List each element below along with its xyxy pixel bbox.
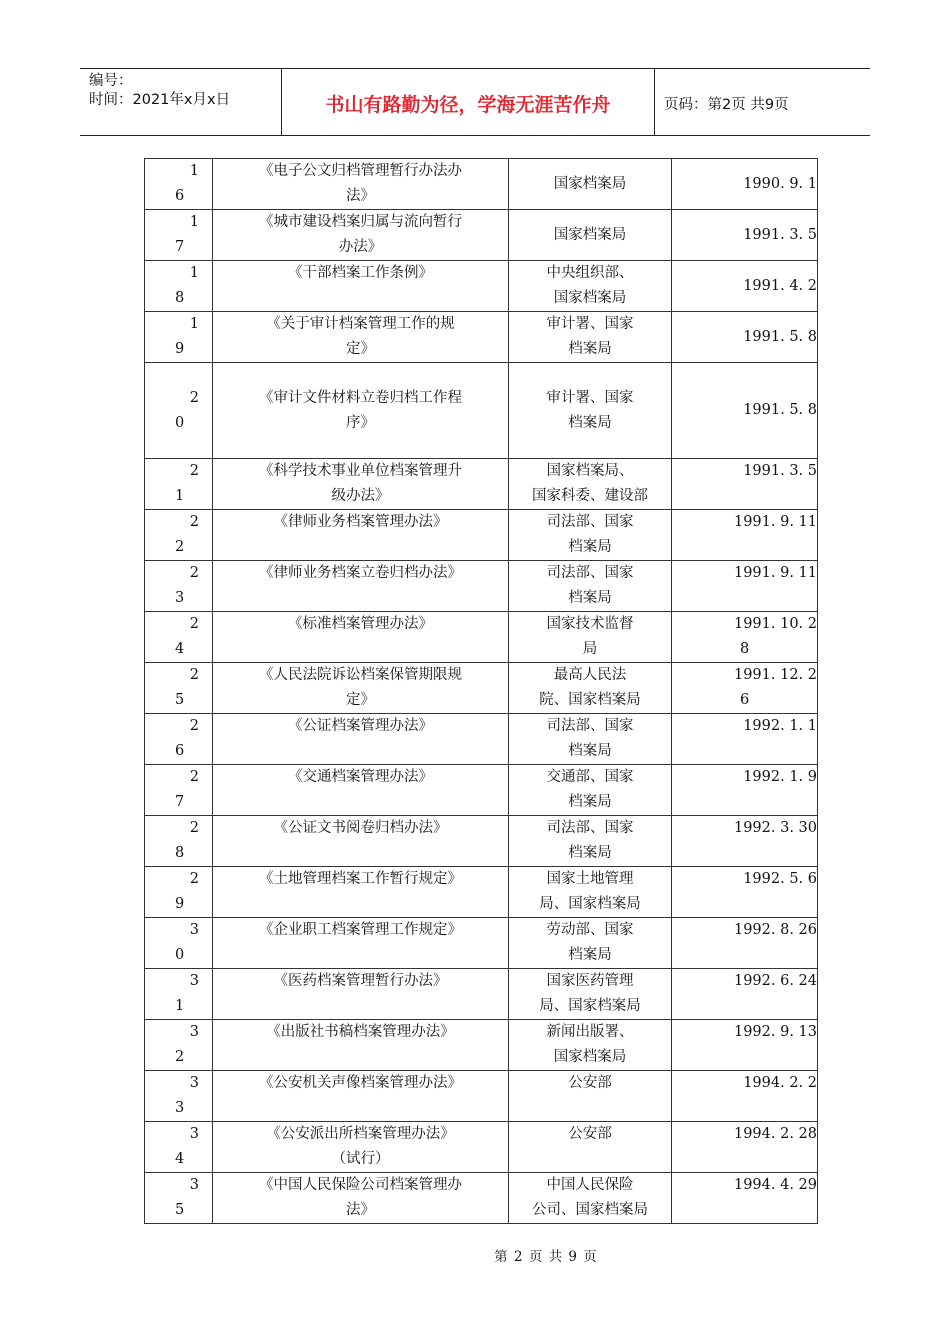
issuing-authority [509,663,672,714]
document-title [213,363,509,459]
issue-date-line: 1991. 3. 5 [743,226,817,243]
row-number-digit: 6 [175,743,185,759]
row-number [145,1173,213,1224]
document-title [213,663,509,714]
issuing-authority [509,210,672,261]
document-title [213,612,509,663]
issue-date [672,312,818,363]
document-title [213,765,509,816]
row-number [145,867,213,918]
table-row [145,159,818,210]
document-title [213,459,509,510]
issue-date-line: 1994. 2. 2 [743,1075,817,1091]
issue-date-line: 8 [740,641,750,657]
issuing-authority-line: 司法部、国家 [546,514,634,530]
table-row [145,867,818,918]
issue-date-line: 1994. 2. 28 [733,1126,817,1142]
row-number-digit: 7 [175,239,185,255]
row-number-digit: 3 [189,1126,199,1142]
header-meta [80,69,282,135]
issuing-authority [509,1071,672,1122]
issue-date-line: 6 [740,692,750,708]
table-row [145,510,818,561]
document-title-line: 序》 [346,414,375,431]
row-number [145,918,213,969]
document-title-line: 《交通档案管理办法》 [288,769,433,785]
issuing-authority-line: 劳动部、国家 [546,922,634,938]
issue-date-line: 1992. 3. 30 [733,820,817,836]
row-number-digit: 8 [175,290,185,306]
table-row [145,312,818,363]
document-title-line: 《律师业务档案立卷归档办法》 [259,565,462,581]
issuing-authority [509,969,672,1020]
issuing-authority-line: 国家科委、建设部 [532,488,648,504]
issue-date-line: 1992. 1. 9 [743,769,817,785]
document-title [213,1122,509,1173]
issuing-authority-line: 档案局 [568,947,612,963]
row-number-digit: 9 [175,896,185,912]
issuing-authority [509,510,672,561]
issue-date-line: 1991. 5. 8 [743,328,817,345]
issue-date [672,1071,818,1122]
table-row [145,918,818,969]
issue-date [672,459,818,510]
issuing-authority-line: 审计署、国家 [546,316,634,332]
row-number [145,969,213,1020]
issuing-authority-line: 国家土地管理 [546,871,634,887]
document-title-line: 《公证档案管理办法》 [288,718,433,734]
document-title-line: 法》 [346,1202,375,1218]
row-number-digit: 1 [189,163,199,179]
row-number-digit: 1 [189,265,199,281]
header-motto: 书山有路勤为径，学海无涯苦作舟 [282,69,655,135]
row-number [145,714,213,765]
table-row [145,1122,818,1173]
document-title [213,210,509,261]
row-number-digit: 3 [189,973,199,989]
issuing-authority-line: 国家技术监督 [546,616,634,632]
row-number-digit: 3 [189,1177,199,1193]
issue-date-line: 1992. 6. 24 [733,973,817,989]
issue-date [672,1020,818,1071]
document-title [213,561,509,612]
document-title-line: 《企业职工档案管理工作规定》 [259,922,462,938]
issuing-authority-line: 公安部 [568,1126,612,1142]
issue-date-line: 1992. 8. 26 [733,922,817,938]
issuing-authority-line: 司法部、国家 [546,820,634,836]
row-number [145,510,213,561]
issue-date-line: 1990. 9. 1 [743,175,817,192]
row-number [145,1020,213,1071]
issuing-authority [509,159,672,210]
document-title [213,816,509,867]
issuing-authority-line: 中国人民保险 [546,1177,634,1193]
row-number-digit: 3 [189,922,199,938]
document-title [213,510,509,561]
row-number [145,210,213,261]
issuing-authority [509,714,672,765]
document-title-line: 《土地管理档案工作暂行规定》 [259,871,462,887]
document-title-line: 《标准档案管理办法》 [288,616,433,632]
issuing-authority [509,312,672,363]
issuing-authority-line: 新闻出版署、 [546,1024,634,1040]
row-number-digit: 3 [175,1100,185,1116]
row-number-digit: 1 [189,316,199,332]
issuing-authority [509,816,672,867]
issuing-authority-line: 档案局 [568,845,612,861]
issuing-authority-line: 档案局 [568,590,612,606]
row-number-digit: 2 [189,565,199,581]
document-title-line: （试行） [331,1151,390,1167]
row-number-digit: 2 [189,514,199,530]
issue-date [672,210,818,261]
document-title-line: 《电子公文归档管理暂行办法办 [259,163,462,179]
issue-date [672,510,818,561]
table-row [145,765,818,816]
issuing-authority-line: 档案局 [568,341,612,357]
document-title-line: 《中国人民保险公司档案管理办 [259,1177,462,1193]
issue-date [672,561,818,612]
issuing-authority [509,612,672,663]
row-number [145,363,213,459]
issuing-authority-line: 局、国家档案局 [539,896,641,912]
row-number [145,765,213,816]
issuing-authority-line: 国家档案局 [553,175,627,192]
document-title [213,261,509,312]
issuing-authority-line: 公司、国家档案局 [532,1202,648,1218]
row-number [145,1071,213,1122]
issuing-authority [509,363,672,459]
row-number [145,459,213,510]
document-title-line: 《城市建设档案归属与流向暂行 [259,214,462,230]
issue-date-line: 1992. 1. 1 [743,718,817,734]
document-title-line: 级办法》 [331,488,390,504]
row-number-digit: 3 [175,590,185,606]
table-row [145,714,818,765]
row-number-digit: 3 [189,1024,199,1040]
row-number-digit: 2 [175,1049,185,1065]
document-title-line: 法》 [346,188,375,204]
issuing-authority [509,918,672,969]
row-number-digit: 4 [175,1151,185,1167]
table-row [145,459,818,510]
issuing-authority-line: 局、国家档案局 [539,998,641,1014]
document-title [213,714,509,765]
table-row [145,261,818,312]
row-number-digit: 8 [175,845,185,861]
document-title [213,312,509,363]
issuing-authority-line: 国家档案局 [553,226,627,243]
document-title-line: 《医药档案管理暂行办法》 [273,973,448,989]
issue-date [672,363,818,459]
issue-date-line: 1991. 4. 2 [743,277,817,294]
document-title [213,918,509,969]
row-number-digit: 5 [175,692,185,708]
row-number-digit: 4 [175,641,185,657]
row-number [145,816,213,867]
issuing-authority [509,1122,672,1173]
issuing-authority-line: 审计署、国家 [546,389,634,406]
issuing-authority [509,1173,672,1224]
document-title-line: 定》 [346,341,375,357]
code-label: 编号： [89,73,133,89]
issuing-authority-line: 交通部、国家 [546,769,634,785]
document-title-line: 定》 [346,692,375,708]
document-title-line: 《干部档案工作条例》 [288,265,433,281]
document-title [213,1020,509,1071]
issuing-authority-line: 国家医药管理 [546,973,634,989]
issue-date [672,1122,818,1173]
issuing-authority [509,1020,672,1071]
issue-date [672,765,818,816]
regulations-table [144,158,818,1224]
document-title-line: 《公安机关声像档案管理办法》 [259,1075,462,1091]
page-header [80,68,870,136]
row-number-digit: 2 [189,769,199,785]
issuing-authority-line: 国家档案局、 [546,463,634,479]
issuing-authority-line: 档案局 [568,743,612,759]
document-title [213,1173,509,1224]
issue-date [672,663,818,714]
issue-date-line: 1991. 3. 5 [743,463,817,479]
issuing-authority [509,765,672,816]
issuing-authority-line: 档案局 [568,414,612,431]
document-title-line: 《公安派出所档案管理办法》 [266,1126,455,1142]
issuing-authority [509,561,672,612]
document-title-line: 《科学技术事业单位档案管理升 [259,463,462,479]
row-number-digit: 0 [175,947,185,963]
row-number-digit: 2 [189,871,199,887]
issue-date [672,816,818,867]
issue-date [672,969,818,1020]
time-label: 时间：2021年x月x日 [89,92,231,108]
issue-date-line: 1992. 9. 13 [733,1024,817,1040]
issue-date [672,612,818,663]
issue-date-line: 1991. 5. 8 [743,402,817,418]
issuing-authority [509,459,672,510]
row-number-digit: 2 [189,667,199,683]
row-number-digit: 7 [175,794,185,810]
document-title-line: 《出版社书稿档案管理办法》 [266,1024,455,1040]
issuing-authority-line: 档案局 [568,794,612,810]
issuing-authority-line: 国家档案局 [553,1049,627,1065]
table-row [145,561,818,612]
document-title-line: 《人民法院诉讼档案保管期限规 [259,667,462,683]
page-footer: 第 2 页 共 9 页 [494,1249,598,1265]
row-number-digit: 0 [175,414,185,431]
issuing-authority-line: 最高人民法 [553,667,627,683]
row-number [145,1122,213,1173]
row-number-digit: 9 [175,341,185,357]
row-number-digit: 2 [175,539,185,555]
document-title-line: 办法》 [338,239,383,255]
issuing-authority-line: 公安部 [568,1075,612,1091]
document-title [213,969,509,1020]
issuing-authority-line: 院、国家档案局 [539,692,641,708]
document-title-line: 《关于审计档案管理工作的规 [266,316,455,332]
row-number [145,312,213,363]
document-title-line: 《公证文书阅卷归档办法》 [273,820,448,836]
document-title-line: 《审计文件材料立卷归档工作程 [259,389,462,406]
row-number [145,561,213,612]
issue-date [672,918,818,969]
issue-date-line: 1991. 12. 2 [733,667,817,683]
row-number-digit: 1 [189,214,199,230]
row-number-digit: 2 [189,616,199,632]
row-number [145,612,213,663]
row-number-digit: 2 [189,718,199,734]
issuing-authority-line: 司法部、国家 [546,718,634,734]
document-title [213,159,509,210]
issue-date [672,867,818,918]
table-row [145,612,818,663]
row-number-digit: 3 [189,1075,199,1091]
table-row [145,1173,818,1224]
issue-date [672,714,818,765]
issue-date-line: 1991. 9. 11 [733,514,817,530]
row-number-digit: 2 [189,820,199,836]
table-row [145,210,818,261]
table-row [145,1020,818,1071]
issue-date [672,159,818,210]
table-row [145,1071,818,1122]
row-number-digit: 2 [189,389,199,406]
row-number [145,159,213,210]
document-title-line: 《律师业务档案管理办法》 [273,514,448,530]
document-title [213,1071,509,1122]
issue-date [672,261,818,312]
row-number-digit: 1 [175,488,185,504]
issue-date-line: 1992. 5. 6 [743,871,817,887]
issuing-authority [509,261,672,312]
issue-date-line: 1994. 4. 29 [733,1177,817,1193]
issuing-authority-line: 司法部、国家 [546,565,634,581]
table-row [145,816,818,867]
header-page-label: 页码：第2页 共9页 [664,96,789,113]
issuing-authority-line: 中央组织部、 [546,265,634,281]
table-row [145,663,818,714]
row-number-digit: 1 [175,998,185,1014]
issuing-authority-line: 局 [582,641,598,657]
table-row [145,363,818,459]
row-number-digit: 6 [175,188,185,204]
row-number-digit: 5 [175,1202,185,1218]
issue-date [672,1173,818,1224]
issue-date-line: 1991. 9. 11 [733,565,817,581]
table-row [145,969,818,1020]
issuing-authority [509,867,672,918]
row-number [145,261,213,312]
row-number-digit: 2 [189,463,199,479]
issue-date-line: 1991. 10. 2 [733,616,817,632]
issuing-authority-line: 国家档案局 [553,290,627,306]
issuing-authority-line: 档案局 [568,539,612,555]
document-title [213,867,509,918]
row-number [145,663,213,714]
